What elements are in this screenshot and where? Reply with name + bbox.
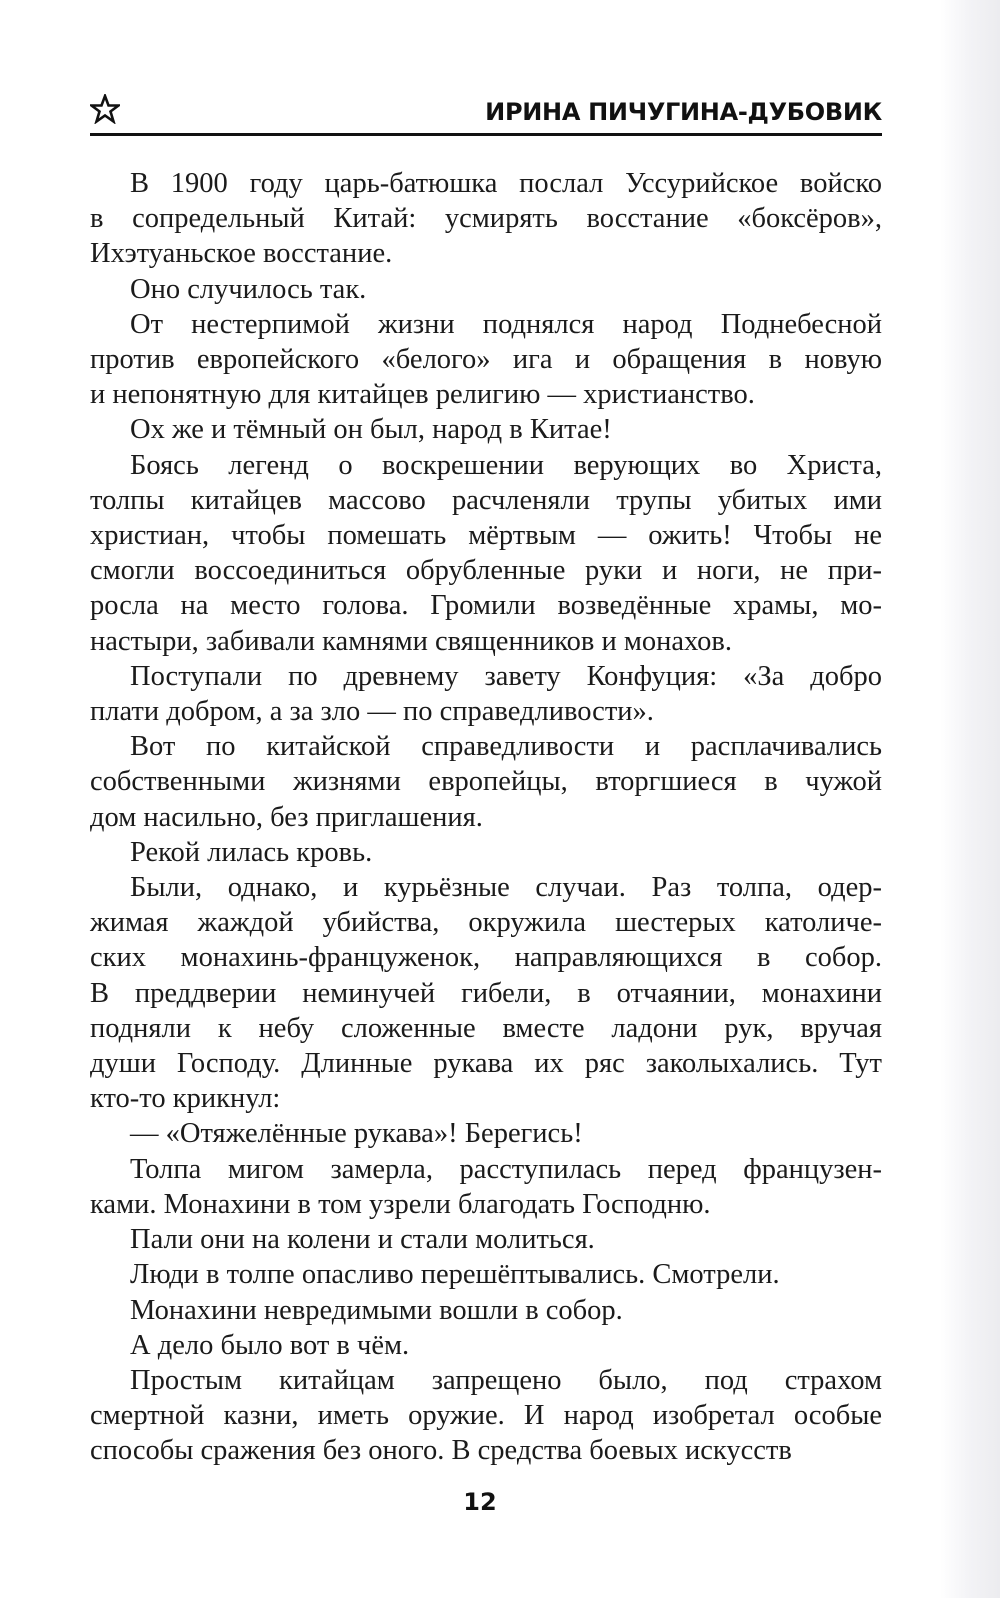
text-line: и непонятную для китайцев религию — христианство. bbox=[90, 379, 755, 411]
text-line: В преддверии неминучей гибели, в отчаянии, монахини bbox=[90, 977, 882, 1009]
text-line: А дело было вот в чём. bbox=[130, 1329, 410, 1361]
paragraph bbox=[90, 1222, 882, 1257]
text-line: кто-то крикнул: bbox=[90, 1083, 281, 1115]
star-icon bbox=[90, 94, 120, 124]
paragraph bbox=[90, 870, 882, 1116]
text-line: — «Отяжелённые рукава»! Берегись! bbox=[130, 1118, 583, 1150]
paragraph bbox=[90, 307, 882, 413]
paragraph bbox=[90, 412, 882, 447]
text-line: смертной казни, иметь оружие. И народ изобретал особые bbox=[90, 1400, 882, 1432]
text-line: Пали они на колени и стали молиться. bbox=[130, 1224, 595, 1256]
paragraph bbox=[90, 1328, 882, 1363]
text-line: в сопредельный Китай: усмирять восстание «боксёров», bbox=[90, 203, 882, 235]
text-line: Боясь легенд о воскрешении верующих во Христа, bbox=[130, 449, 882, 481]
text-line: От нестерпимой жизни поднялся народ Поднебесной bbox=[130, 308, 882, 340]
text-line: настыри, забивали камнями священников и монахов. bbox=[90, 625, 733, 657]
body-text bbox=[90, 166, 882, 1469]
paragraph bbox=[90, 1293, 882, 1328]
text-line: плати добром, а за зло — по справедливости». bbox=[90, 696, 654, 728]
text-line: Вот по китайской справедливости и расплачивались bbox=[130, 731, 882, 763]
paragraph bbox=[90, 1152, 882, 1222]
text-line: Поступали по древнему завету Конфуция: «За добро bbox=[130, 660, 882, 692]
paragraph bbox=[90, 1116, 882, 1151]
text-line: дом насильно, без приглашения. bbox=[90, 801, 483, 833]
text-line: подняли к небу сложенные вместе ладони рук, вручая bbox=[90, 1012, 882, 1044]
text-line: росла на место голова. Громили возведённые храмы, мо- bbox=[90, 590, 882, 622]
text-line: В 1900 году царь-батюшка послал Уссурийское войско bbox=[130, 168, 882, 199]
paragraph bbox=[90, 729, 882, 835]
text-line: ками. Монахини в том узрели благодать Господню. bbox=[90, 1188, 711, 1220]
text-line: жимая жаждой убийства, окружила шестерых католиче- bbox=[90, 907, 882, 939]
paragraph bbox=[90, 835, 882, 870]
text-line: ских монахинь-француженок, направляющихся в собор. bbox=[90, 942, 882, 974]
text-line: способы сражения без оного. В средства боевых искусств bbox=[90, 1435, 792, 1467]
text-line: христиан, чтобы помешать мёртвым — ожить! Чтобы не bbox=[90, 520, 882, 552]
running-header bbox=[90, 92, 882, 136]
text-line: души Господу. Длинные рукава их ряс заколыхались. Тут bbox=[90, 1048, 882, 1080]
text-line: Монахини невредимыми вошли в собор. bbox=[130, 1294, 623, 1326]
paragraph bbox=[90, 272, 882, 307]
text-line: Рекой лилась кровь. bbox=[130, 836, 373, 868]
header-title: ИРИНА ПИЧУГИНА-ДУБОВИК bbox=[485, 98, 882, 126]
text-line: Были, однако, и курьёзные случаи. Раз толпа, одер- bbox=[130, 872, 882, 904]
text-line: против европейского «белого» ига и обращения в новую bbox=[90, 344, 882, 376]
paragraph bbox=[90, 1257, 882, 1292]
page-edge-shadow bbox=[940, 0, 1000, 1598]
text-line: собственными жизнями европейцы, вторгшиеся в чужой bbox=[90, 766, 882, 798]
text-line: Толпа мигом замерла, расступилась перед французен- bbox=[130, 1153, 882, 1185]
text-line: Люди в толпе опасливо перешёптывались. Смотрели. bbox=[130, 1259, 780, 1291]
page-number: 12 bbox=[463, 1488, 497, 1516]
text-line: смогли воссоединиться обрубленные руки и ноги, не при- bbox=[90, 555, 882, 587]
paragraph bbox=[90, 659, 882, 729]
paragraph bbox=[90, 1363, 882, 1469]
paragraph bbox=[90, 448, 882, 659]
text-line: Оно случилось так. bbox=[130, 273, 367, 305]
text-line: Ихэтуаньское восстание. bbox=[90, 238, 393, 270]
paragraph bbox=[90, 166, 882, 272]
header-rule bbox=[90, 133, 882, 136]
text-line: толпы китайцев массово расчленяли трупы убитых ими bbox=[90, 484, 882, 516]
text-line: Ох же и тёмный он был, народ в Китае! bbox=[130, 414, 612, 446]
text-line: Простым китайцам запрещено было, под страхом bbox=[130, 1364, 882, 1396]
